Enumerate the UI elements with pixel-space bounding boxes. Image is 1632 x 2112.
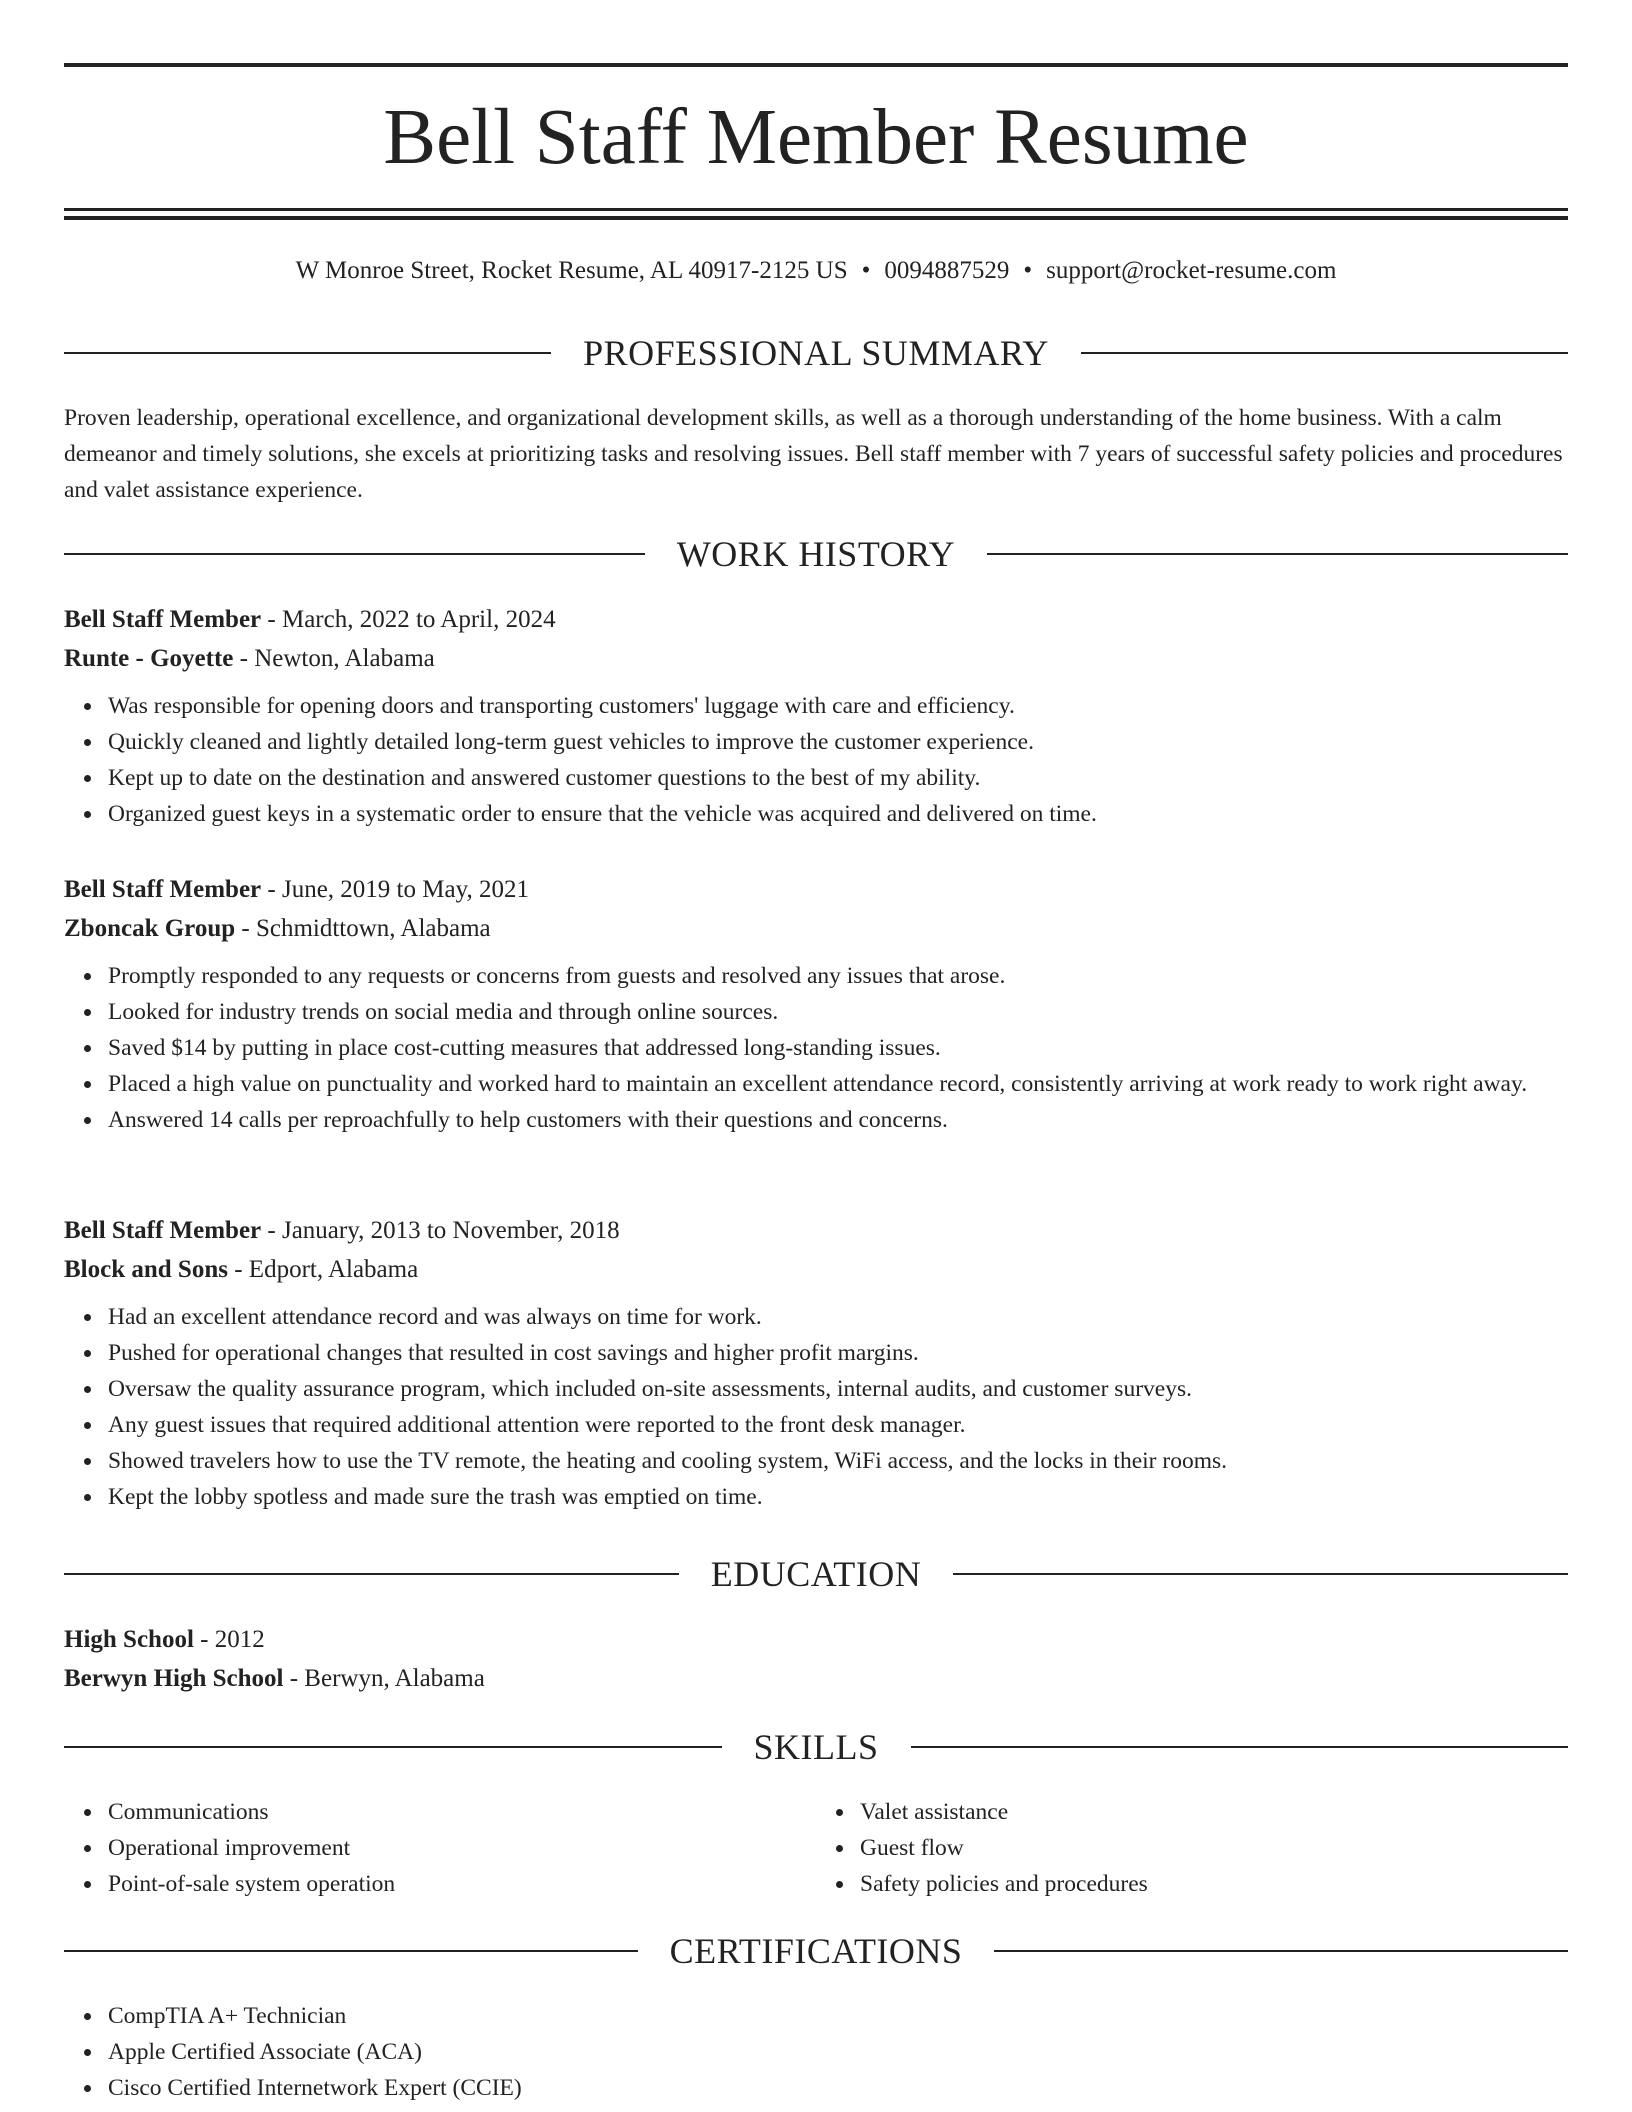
list-item: Kept up to date on the destination and answered customer questions to the best of my ability. — [108, 760, 1568, 796]
section-title-education: EDUCATION — [710, 1554, 922, 1594]
job-title: Bell Staff Member — [64, 606, 262, 633]
list-item: Organized guest keys in a systematic order to ensure that the vehicle was acquired and delivered on time. — [108, 796, 1568, 832]
section-rule — [994, 1950, 1568, 1952]
section-header-certifications — [64, 1929, 1568, 1973]
section-rule — [64, 553, 645, 555]
resume-title: Bell Staff Member Resume — [383, 94, 1249, 181]
job-company: Zboncak Group — [64, 915, 236, 942]
list-item: Showed travelers how to use the TV remote, the heating and cooling system, WiFi access, and the locks in their rooms. — [108, 1443, 1568, 1479]
certifications-list-wrap — [64, 1998, 1568, 2106]
section-rule — [64, 352, 551, 354]
education-degree-line — [64, 1620, 1568, 1659]
section-rule — [64, 1950, 638, 1952]
section-rule — [911, 1746, 1569, 1748]
skill-item: Operational improvement — [108, 1830, 816, 1866]
section-header-work — [64, 532, 1568, 576]
job-entry-2 — [64, 870, 1568, 1138]
list-item: Kept the lobby spotless and made sure the trash was emptied on time. — [108, 1479, 1568, 1515]
job-company-line — [64, 639, 1568, 678]
section-title-work: WORK HISTORY — [676, 534, 956, 574]
certification-item: CompTIA A+ Technician — [108, 1998, 1568, 2034]
job-company: Block and Sons — [64, 1256, 228, 1283]
job-entry-1 — [64, 600, 1568, 832]
section-rule — [953, 1573, 1568, 1575]
job-entry-3 — [64, 1211, 1568, 1515]
contact-line — [64, 254, 1568, 288]
top-rule — [64, 63, 1568, 67]
job-company: Runte - Goyette — [64, 645, 234, 672]
skill-item: Valet assistance — [860, 1794, 1568, 1830]
section-header-education — [64, 1552, 1568, 1596]
contact-address: W Monroe Street, Rocket Resume, AL 40917-2125 US — [295, 257, 848, 284]
job-bullets — [64, 1299, 1568, 1515]
contact-separator: • — [861, 257, 871, 284]
list-item: Saved $14 by putting in place cost-cutting measures that addressed long-standing issues. — [108, 1030, 1568, 1066]
list-item: Oversaw the quality assurance program, which included on-site assessments, internal audits, and customer surveys. — [108, 1371, 1568, 1407]
section-header-skills — [64, 1725, 1568, 1769]
list-item: Placed a high value on punctuality and worked hard to maintain an excellent attendance record, consistently arriving at work ready to work right away. — [108, 1066, 1568, 1102]
section-rule — [1081, 352, 1568, 354]
section-title-skills: SKILLS — [753, 1727, 879, 1767]
section-title-certifications: CERTIFICATIONS — [669, 1931, 963, 1971]
skills-column-right — [816, 1794, 1568, 1902]
job-title-line — [64, 1211, 1568, 1250]
skills-column-left — [64, 1794, 816, 1902]
job-location: - Newton, Alabama — [233, 645, 435, 672]
list-item: Looked for industry trends on social media and through online sources. — [108, 994, 1568, 1030]
job-dates: - January, 2013 to November, 2018 — [261, 1217, 620, 1244]
section-header-summary — [64, 331, 1568, 375]
section-rule — [987, 553, 1568, 555]
list-item: Pushed for operational changes that resulted in cost savings and higher profit margins. — [108, 1335, 1568, 1371]
job-title-line — [64, 600, 1568, 639]
job-title-line — [64, 870, 1568, 909]
education-degree: High School — [64, 1626, 194, 1653]
job-bullets — [64, 688, 1568, 832]
skill-item: Point-of-sale system operation — [108, 1866, 816, 1902]
summary-text: Proven leadership, operational excellence, and organizational development skills, as well as a thorough understanding of the home business. With a calm demeanor and timely solutions, she excels at prioritizing tasks and resolving issues. Bell staff member with 7 years of successful safety policies and procedures and valet assistance experience. — [64, 405, 1563, 503]
contact-phone: 0094887529 — [884, 257, 1010, 284]
education-school-line — [64, 1659, 1568, 1698]
title-rule-upper — [64, 208, 1568, 211]
list-item: Any guest issues that required additional attention were reported to the front desk manager. — [108, 1407, 1568, 1443]
education-location: - Berwyn, Alabama — [283, 1665, 485, 1692]
job-dates: - March, 2022 to April, 2024 — [261, 606, 556, 633]
job-dates: - June, 2019 to May, 2021 — [261, 876, 529, 903]
title-rule-lower — [64, 216, 1568, 220]
list-item: Had an excellent attendance record and was always on time for work. — [108, 1299, 1568, 1335]
job-title: Bell Staff Member — [64, 1217, 262, 1244]
section-rule — [64, 1573, 679, 1575]
certification-item: Apple Certified Associate (ACA) — [108, 2034, 1568, 2070]
skills-grid — [64, 1794, 1568, 1902]
section-title-summary: PROFESSIONAL SUMMARY — [583, 333, 1049, 373]
job-title: Bell Staff Member — [64, 876, 262, 903]
list-item: Was responsible for opening doors and transporting customers' luggage with care and efficiency. — [108, 688, 1568, 724]
education-year: - 2012 — [193, 1626, 265, 1653]
job-bullets — [64, 958, 1568, 1138]
certification-item: Cisco Certified Internetwork Expert (CCIE) — [108, 2070, 1568, 2106]
contact-email: support@rocket-resume.com — [1046, 257, 1337, 284]
skill-item: Safety policies and procedures — [860, 1866, 1568, 1902]
education-entry — [64, 1620, 1568, 1698]
education-school: Berwyn High School — [64, 1665, 284, 1692]
skill-item: Communications — [108, 1794, 816, 1830]
certifications-list — [64, 1998, 1568, 2106]
list-item: Promptly responded to any requests or concerns from guests and resolved any issues that arose. — [108, 958, 1568, 994]
job-company-line — [64, 909, 1568, 948]
skill-item: Guest flow — [860, 1830, 1568, 1866]
job-company-line — [64, 1250, 1568, 1289]
list-item: Answered 14 calls per reproachfully to help customers with their questions and concerns. — [108, 1102, 1568, 1138]
job-location: - Schmidttown, Alabama — [235, 915, 491, 942]
job-location: - Edport, Alabama — [227, 1256, 419, 1283]
contact-separator: • — [1023, 257, 1033, 284]
list-item: Quickly cleaned and lightly detailed long-term guest vehicles to improve the customer experience. — [108, 724, 1568, 760]
section-rule — [64, 1746, 722, 1748]
